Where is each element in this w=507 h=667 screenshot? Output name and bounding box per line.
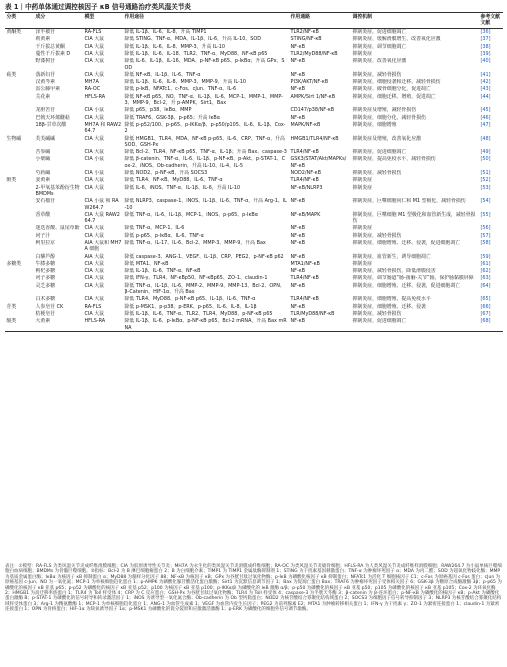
cell-pathway: 降低 IL-1β、IL-6、TNF-α、NF-κB [124, 268, 201, 275]
cell-signaling: MAPK/NF-κB [290, 121, 321, 128]
table-body [5, 28, 503, 332]
cell-pathway: 降低 TNF-α、IL-1β、IL-6、MMP-2、MMP-9、MMP-13、Bcl-2、OPN、β-Catenin、HIF-1α，升高 Bax [124, 282, 285, 296]
cell-category: 萜类 [6, 71, 17, 78]
cell-mechanism: 抑制炎症，促进细胞凋亡 [352, 149, 407, 156]
cell-component: 柯里拉京 [35, 240, 56, 246]
cell-category [5, 184, 34, 198]
cell-model: CIA 大鼠 [84, 275, 105, 282]
cell-mechanism: 抑制炎症 [352, 184, 373, 191]
cell-mechanism: 抑制炎症，缓解滑膜增生，改善氧化应激 [352, 36, 441, 43]
cell-model: RA-FLS [84, 303, 102, 310]
cell-model: AIA 大鼠 [84, 253, 104, 260]
table-row [5, 296, 503, 303]
cell-component: 诃子多糖 [35, 275, 56, 282]
cell-signaling: NF-κB [290, 232, 305, 239]
cell-pathway: 降低 NF-κB、IL-1β、IL-6、TNF-α [124, 71, 201, 78]
data-table [5, 12, 503, 332]
cell-signaling: TLR/MyD88/NF-κB [290, 310, 335, 317]
cell-component: 桔梗皂苷 [35, 310, 56, 317]
cell-signaling: NF-κB [290, 71, 305, 78]
cell-component: 大黄素 [34, 318, 83, 332]
cell-category [5, 107, 34, 114]
cell-category [5, 36, 34, 43]
cell-mechanism: 抑制炎症及增殖，减轻骨损伤 [352, 107, 417, 114]
cell-reference: [51] [480, 170, 491, 177]
cell-mechanism: 抑制炎症，细胞增殖，提高免疫水平 [352, 296, 431, 303]
cell-signaling: NF-κB [290, 225, 305, 232]
cell-pathway: 降低 TLR4、NF-κB、MyD88、IL-6、TNF-α [124, 177, 223, 184]
cell-pathway: 降低 IL-1β、IL-6、IL-8，升高 TIMP1 [124, 29, 207, 36]
cell-model: RA-OC [84, 86, 101, 93]
cell-signaling: AMPK/Sirt 1/NF-κB [290, 93, 336, 100]
cell-reference: [41] [480, 71, 491, 78]
table-row [5, 170, 503, 177]
table-row [5, 240, 503, 254]
table-row [5, 184, 503, 198]
cell-category: 酚类 [6, 177, 17, 184]
table-row [5, 198, 503, 212]
cell-component: 巴戟天环烯醚萜 [35, 114, 70, 121]
cell-pathway: 降低 IL-1β、IL-6、IL-8、MMP-3，升高 IL-10 [124, 43, 225, 50]
table-row [5, 149, 503, 156]
cell-reference: [57] [480, 232, 491, 239]
table-row [5, 36, 503, 43]
cell-signaling: NF-κB [290, 43, 305, 50]
cell-mechanism: 抑制炎症及增殖，改善氧化应激 [352, 135, 421, 142]
cell-pathway: 降低 NF-κB p65、NO、TNF-α、IL-1β、IL-6、MCP-1、MMP-1、MMP-3、MMP-9，Bcl-2，升 p-AMPK，Sirt1，Bax [124, 93, 283, 107]
cell-reference: [53] [480, 184, 491, 191]
cell-pathway: 降低 MTA1、NF-κB [124, 260, 169, 267]
cell-component: 枸杞多糖 [35, 268, 56, 275]
cell-model: HFLS-RA [84, 93, 106, 100]
header-reference: 参考文献 文献 [479, 13, 503, 29]
cell-category: 黄酮类 [6, 29, 22, 36]
cell-pathway: 降低 Bcl-2、TLR4、NF-κB p65、TNF-α、IL-1β；升高 Bax、caspase-3 [124, 149, 287, 156]
table-row [5, 121, 503, 135]
cell-model: CIA 小鼠 [84, 107, 105, 114]
table-row [5, 282, 503, 296]
cell-category [5, 240, 34, 254]
cell-pathway: 降低 HMGB1、TLR4、MDA、NF-κB p-p65、IL-6、CRP、TNF-α，升高 SOD、GSH-Px [124, 135, 285, 148]
cell-reference: [63] [480, 275, 491, 282]
cell-model: CIA 大鼠 [84, 58, 105, 65]
cell-model: HFLS-RA [83, 318, 123, 332]
cell-signaling: NOD2/NF-κB [290, 170, 322, 177]
cell-mechanism: 抑制炎症，巨噬细胞向仁和 M1 型极化，减轻骨损伤 [352, 198, 466, 205]
cell-mechanism: 抑制炎症，细胞侵袭和迁移，减轻骨损伤 [352, 79, 441, 86]
cell-mechanism: 抑制炎症，细胞迁移、增殖，促进凋亡 [352, 93, 436, 100]
table-row [5, 225, 503, 232]
cell-component: 蔓性千斤拔素 D [35, 50, 71, 57]
cell-reference: [59] [480, 253, 491, 260]
cell-model: CIA 大鼠 [84, 114, 105, 121]
cell-signaling: TLR4/NF-κB [290, 149, 319, 156]
table-row [5, 275, 503, 282]
cell-pathway: 降低 TNF-α、MCP-1、IL-6 [124, 225, 185, 232]
cell-mechanism: 抑制炎症，细胞增殖 [352, 121, 397, 128]
table-row [5, 318, 503, 332]
cell-model: CIA 大鼠 [84, 43, 105, 50]
cell-category [5, 58, 34, 72]
cell-signaling: TLR2/MyD88/NF-κB [290, 50, 338, 57]
cell-category: 多糖类 [6, 260, 22, 267]
cell-signaling: NF-κB [290, 282, 305, 289]
cell-model: CIA 大鼠 [84, 225, 105, 232]
table-footnote: 表注：①模型：RA-FLS 为类风湿关节炎成纤维滑膜细胞；CIA 为胶原诱导性关节炎；MH7A 为永生化的类风湿关节炎滑膜成纤维细胞；RA-OC 为类风湿关节炎破骨细胞；HFLS-RA 为人类风湿关节炎成纤维样滑膜细胞；RAW264.7 为小鼠单核巨噬细胞白血病细胞；BMDMs 为骨髓巨噬细胞。②指标：Bcl-2 为 B 淋巴细胞瘤蛋白 2；B 为白细胞介素；TIMP1 为 TIMP1 金属肽酶抑制剂 1；STING 为干扰素基因刺激蛋白；TNF-α 为肿瘤坏死因子 α；MDA 为丙二醛；SOD 为超氧化物歧化酶；MMP 为基质金属蛋白酶；IκBα 为核因子 κB 抑制蛋白 α；MyD88 为髓样分化因子 88；NF-κB 为核因子 κB；GPx 为谷胱甘肽过氧化物酶；p-IκB 为磷酸化核因子 κB 抑制蛋白；NFATc1 为活化 T 细胞核因子 C1；c-Fos 为原癌基因 c-Fos 蛋白；cJun 为原癌基因 c-Jun；NO 为一氧化氮；MCP-1 为单核细胞趋化蛋白 1；p-AMPK 为磷酸化腺苷酸活化蛋白激酶；Sirt1 为沉默信息调节因子 1；Bax 为促凋亡蛋白 Bax；TRAF6 为肿瘤坏死因子受体相关因子 6；GSK-3β 为糖原合成酶激酶 3β；p-p65 为磷酸化的核因子 κB 亚基 p65；p-p52 为磷酸化的核因子 κB 亚基 p52；p100 为核因子 κB 亚基 p100；p-IKKα/β 为磷酸化的 IκB 激酶 α/β；p-p50 为磷酸化的核因子 κB 亚基 p50；p105 为磷酸化的核因子 κB 亚基 p105；Cox-2 为环氧化酶 2；HMGB1 为高迁移率族蛋白 1；TLR4 为 Toll 样受体 4；CRP 为 C 反应蛋白；GSH-Px 为谷胱甘肽过氧化物酶；TLR4 为 Toll 样受体 4；caspase-3 为半胱天冬酶 3；β-catenin 为 β-连环蛋白；p-NF-κB 为磷酸化的核因子 κB；p-Akt 为磷酸化蛋白激酶 B；p-STAT-1 为磷酸化的信号转导和转录激活因子 1；iNOS 为诱导型一氧化氮合酶；Ob-cadherin 为 Ob 型钙黏蛋白；NOD2 为核苷酸结合寡聚化结构域蛋白 2；SOCS3 为细胞因子信号转导抑制因子 3；NLRP3 为核苷酸结合寡聚化结构域样受体蛋白 3；Arg-1 为精氨酸酶 1；MCP-1 为单核细胞趋化蛋白 1；ANG-1 为血管生成素 1；VEGF 为血管内皮生长因子；PEG2 为前列腺素 E2；MTA1 为肿瘤转移相关蛋白 1；IFN-γ 为干扰素 γ；ZO-1 为紧密连接蛋白 1；claudin-1 为紧密连接蛋白 1；OPN 为骨桥蛋白；HIF-1α 为缺氧诱导因子 1α；p-MSK1 为磷酸化的促分裂原和应激激活激酶 1；p-ERK 为磷酸化的细胞外信号调节激酶。 [5, 564, 502, 613]
cell-category [5, 121, 34, 135]
cell-model: CIA 大鼠 [84, 135, 105, 142]
cell-signaling: MTA1/NF-κB [290, 260, 320, 267]
cell-pathway: 降低 IL-6、iNOS、TNF-α、IL-1β、IL-6，升高 IL-10 [124, 184, 241, 191]
cell-pathway: 降低 IL-1β、IL-6、IL-8、MMP-3、MMP-9，升高 IL-10 [124, 79, 247, 86]
cell-reference: [39] [480, 50, 491, 57]
cell-pathway: 降低 TRAF6、GSK-3β、p-p65；升高 IκBα [124, 114, 220, 121]
cell-category [5, 253, 34, 260]
cell-pathway: 降低 p-MSK1、p-p38、p-ERK、p-p65、IL-6、IL-8、IL-1β [124, 303, 257, 310]
cell-reference: [67] [480, 310, 491, 317]
cell-model: CIA 大鼠 [84, 36, 105, 43]
cell-signaling: TLR4/NF-κB [290, 177, 319, 184]
cell-mechanism: 抑制炎症，减轻骨损伤 [352, 232, 402, 239]
cell-signaling: TLR2/NF-κB [290, 29, 319, 36]
cell-signaling: NF-κB [290, 303, 305, 310]
table-row [5, 86, 503, 93]
cell-model: CIA 大鼠 [84, 296, 105, 303]
cell-mechanism: 抑制炎症，减轻骨损伤，降低滑膜侵害 [352, 268, 436, 275]
cell-component: 白藜芦醇 [35, 253, 56, 260]
cell-mechanism: 抑制炎症，巨噬细胞 M1 型极化和血管新生成，减轻骨损伤 [352, 211, 476, 225]
cell-component: 迷迭香酸、鼠尾草酚 [35, 225, 80, 232]
cell-pathway: 降低 TNF-α、IL-6、IL-1β、MCP-1、iNOS、p-p65、p-IκBα [124, 211, 258, 218]
cell-model: CIA 小鼠 [84, 156, 105, 163]
cell-category [5, 79, 34, 86]
table-header-row [5, 13, 503, 29]
cell-category [5, 282, 34, 296]
cell-reference: [65] [480, 296, 491, 303]
cell-component: 诃子汁 [35, 232, 51, 239]
cell-mechanism: 抑制炎症，细胞增殖、迁移、侵袭 [352, 303, 426, 310]
cell-signaling: NF-κB [290, 240, 305, 246]
table-row [5, 177, 503, 184]
cell-category [5, 170, 34, 177]
cell-mechanism: 抑制炎症 [352, 50, 373, 57]
cell-model: CIA 大鼠 [84, 71, 105, 78]
cell-reference: [36] [480, 29, 491, 36]
cell-category [5, 211, 34, 225]
cell-category [5, 50, 34, 57]
cell-reference: [38] [480, 43, 491, 50]
table-row [5, 93, 503, 107]
cell-reference: [48] [480, 135, 491, 142]
cell-pathway: 降低 IL-1β、IL-6、p-IκBα、p-NF-κB p65、Bcl-2 mRNA，升高 Bax mRNA [123, 318, 289, 332]
table-row [5, 253, 503, 260]
cell-pathway: 降低 TNF-α、IL-17、IL-6、Bcl-2、MMP-3、MMP-9，升高 Bax [124, 240, 266, 246]
cell-mechanism: 抑制炎症，促进细胞凋亡 [352, 29, 407, 36]
cell-mechanism: 抑制炎症，细胞分化，减轻骨损伤 [352, 114, 426, 121]
cell-reference: [37] [480, 36, 491, 43]
cell-reference: [50] [480, 156, 491, 163]
cell-component: 莉黄素 [35, 36, 51, 43]
cell-category: 苷类 [6, 303, 17, 310]
cell-signaling: NF-κB [290, 58, 305, 65]
cell-component: 姜黄素 [35, 177, 51, 184]
cell-reference: [61] [480, 260, 491, 267]
cell-reference: [54] [480, 198, 491, 205]
cell-signaling: NF-κB [289, 318, 351, 332]
cell-mechanism: 抑制炎症，改善氧化应激 [352, 58, 407, 65]
cell-mechanism: 抑制炎症，提高免疫水平，减轻骨损伤 [352, 156, 436, 163]
cell-mechanism: 抑制炎症，减轻骨损伤 [352, 170, 402, 177]
cell-model: CIA 大鼠 [84, 260, 105, 267]
cell-signaling: TLR4/NF-κB [290, 275, 319, 282]
cell-category: 醌类 [5, 318, 34, 332]
cell-model: MH7A [84, 79, 99, 86]
cell-signaling: NF-κB [290, 253, 305, 260]
cell-mechanism: 抑制炎症，调节细胞凋亡 [352, 43, 407, 50]
cell-component: 雷公藤甲素 [35, 86, 60, 93]
cell-component: 芫花素 [35, 93, 51, 100]
cell-reference: [40] [480, 58, 491, 65]
cell-category [5, 93, 34, 107]
cell-pathway: 降低 p-p52/100、p-p65、p-IKKα/β、p-p50/p105、IL-6、IL-1β、Cox-2 [124, 121, 286, 135]
cell-signaling: NF-κB [290, 268, 305, 275]
table-container [5, 2, 503, 332]
cell-mechanism: 抑制炎症，血管新生，诱导细胞凋亡 [352, 253, 431, 260]
cell-component: 千斤拔总黄酮 [35, 43, 65, 50]
cell-reference: [66] [480, 303, 491, 310]
cell-component: 野漆树苷 [35, 58, 56, 65]
cell-signaling: NF-κB [290, 114, 305, 121]
cell-reference: [52] [480, 177, 491, 184]
cell-pathway: 降低 p65，p38，IκBα，MMP [124, 107, 192, 114]
cell-model: CIA 小鼠 和 RAW264.7 [84, 198, 119, 211]
header-component: 成分 [34, 13, 83, 29]
cell-signaling: NF-κB [290, 86, 305, 93]
cell-model: CIA 大鼠 [84, 177, 105, 184]
cell-reference: [45] [480, 107, 491, 114]
cell-category: 生物碱 [6, 135, 22, 142]
table-row [5, 79, 503, 86]
table-row [5, 260, 503, 267]
cell-mechanism: 抑制炎症，细胞增殖、迁移、侵袭，促进细胞凋亡 [352, 240, 461, 246]
cell-model: CIA 大鼠 [84, 184, 105, 191]
cell-component: 苦参碱 [35, 149, 51, 156]
cell-component: 小檗碱 [35, 156, 51, 163]
cell-pathway: 降低 IFN-γ、TLR4、NF-κBp50、NF-κBp65、ZO-1、claudin-1 [124, 275, 268, 282]
cell-signaling: STING/NF-κB [290, 36, 322, 43]
cell-pathway: 降低 NOD2、p-NF-κB，升高 SOCS3 [124, 170, 208, 177]
cell-signaling: PI3K/AKT/NF-κB [290, 79, 329, 86]
cell-pathway: 降低 caspase-3、ANG-1、VEGF、IL-1β、CRP、PEG2、p-NF-κB p62 [124, 253, 284, 260]
header-pathway: 作用途径 [123, 13, 289, 29]
cell-component: 龙胆苦苷 [35, 107, 56, 114]
cell-component: 落新妇苷 [35, 71, 56, 78]
cell-signaling: HMGB1/TLR4/NF-κB [290, 135, 339, 142]
cell-reference: [46] [480, 114, 491, 121]
cell-component: 2-甲氧基苯酚衍生物 BMDMs [35, 184, 80, 197]
cell-category [5, 225, 34, 232]
header-mechanism: 调控机制 [351, 13, 479, 29]
cell-category [5, 310, 34, 317]
cell-category [5, 232, 34, 239]
table-row [5, 71, 503, 78]
table-row [5, 114, 503, 121]
header-signaling: 作用通路 [289, 13, 351, 29]
cell-model: CIA 大鼠 [84, 232, 105, 239]
table-row [5, 107, 503, 114]
cell-component: 人参皂苷 CK [35, 303, 64, 310]
table-row [5, 310, 503, 317]
cell-mechanism: 抑制炎症，减轻骨损伤 [352, 310, 402, 317]
cell-model: CIA 大鼠 RAW264.7 [84, 211, 120, 225]
cell-signaling: CD147/p38/NF-κB [290, 107, 335, 114]
cell-category [5, 114, 34, 121]
header-model: 模型 [83, 13, 123, 29]
cell-pathway: 降低 p-p65、p-IκBα、IL-6、TNF-α [124, 232, 204, 239]
header-category: 分类 [5, 13, 34, 29]
cell-component: 香草酸 [35, 211, 51, 218]
cell-category [5, 43, 34, 50]
cell-reference: [55] [480, 211, 491, 218]
cell-model: MH7A 和 RAW264.7 [84, 121, 122, 135]
cell-component: 汉黄芩素 [35, 79, 56, 86]
cell-signaling: NF-κB/MAPK [290, 211, 321, 218]
cell-category [5, 86, 34, 93]
cell-component: 安石榴苷 [35, 198, 56, 205]
table-row [5, 232, 503, 239]
cell-mechanism: 抑制炎症 [352, 225, 373, 232]
cell-reference: [42] [480, 79, 491, 86]
table-row [5, 211, 503, 225]
cell-model: CIA 大鼠 [84, 268, 105, 275]
table-row [5, 135, 503, 149]
table-row [5, 28, 503, 36]
cell-reference: [58] [480, 240, 491, 246]
table-row [5, 50, 503, 57]
cell-pathway: 降低 IL-6、IL-1β、IL-16、MDA、p-NF-κB p65、p-IκBα；升高 GPx、SOD [124, 58, 285, 71]
cell-pathway: 降低 β-catenin、TNF-α、IL-6、IL-1β、p-NF-κB、p-Akt、p-STAT-1、Cox-2、iNOS、Ob-cadherin，升高 IL-10、IL-4、IL-5 [124, 156, 286, 169]
cell-component: 白术多糖 [35, 296, 56, 303]
cell-reference: [49] [480, 149, 491, 156]
cell-model: CIA 大鼠 [84, 149, 105, 156]
cell-pathway: 降低 IL-1β、IL-6、IL-18、TLR2、TNF-α、MyD88、NF-κB p65 [124, 50, 268, 57]
cell-reference: [44] [480, 93, 491, 100]
cell-category [5, 156, 34, 170]
cell-model: AIA 大鼠和 MH7A 细胞 [84, 240, 122, 253]
cell-mechanism: 抑制炎症、破骨细胞分化，促进凋亡 [352, 86, 431, 93]
table-title: 表 1｜中药单体通过调控核因子 κB 信号通路治疗类风湿关节炎 [5, 3, 192, 11]
table-row [5, 156, 503, 170]
cell-reference: [47] [480, 121, 491, 128]
cell-pathway: 降低 STING、TNF-α、MDA、IL-1β、IL-6，升高 IL-10、SOD [124, 36, 262, 43]
cell-model: CIA 大鼠 [84, 310, 105, 317]
cell-model: CIA 小鼠 [84, 170, 105, 177]
table-row [5, 58, 503, 72]
cell-mechanism: 抑制炎症 [352, 260, 373, 267]
cell-mechanism: 抑制炎症 [352, 177, 373, 184]
cell-mechanism: 抑制炎症，细胞增殖、迁移、侵袭，促进细胞凋亡 [352, 282, 461, 289]
cell-component: 芍药碱 [35, 170, 51, 177]
cell-mechanism: 抑制炎症，促进细胞凋亡 [351, 318, 479, 332]
table-row [5, 268, 503, 275]
cell-category [5, 275, 34, 282]
cell-reference: [64] [480, 282, 491, 289]
cell-component: 18β-甘草次酸 [35, 121, 67, 128]
cell-component: 泽半被苷 [35, 29, 56, 36]
cell-reference: [68] [479, 318, 503, 332]
cell-category [5, 268, 34, 275]
cell-component: 芙芙碱碱 [35, 135, 56, 142]
cell-pathway: 降低 TLR4、MyD88、p-NF-κB p65、IL-1β、IL-6、TNF-α [124, 296, 256, 303]
cell-signaling: NF-κB [290, 198, 305, 205]
table-row [5, 303, 503, 310]
table-row [5, 43, 503, 50]
cell-category [5, 149, 34, 156]
cell-mechanism: 抑制炎症，减轻骨损伤 [352, 71, 402, 78]
cell-pathway: 降低 NLRP3、caspase-1、iNOS、IL-1β、IL-6、TNF-α，升高 Arg-1、IL-10 [124, 198, 287, 211]
cell-signaling: NF-κB/NLRP3 [290, 184, 323, 191]
cell-model: RA-FLS [84, 29, 102, 36]
cell-model: CIA 大鼠 [84, 282, 105, 289]
cell-component: 灵芝多糖 [35, 282, 56, 289]
cell-component: 牛膝多糖 [35, 260, 56, 267]
cell-category [5, 296, 34, 303]
cell-category [5, 198, 34, 212]
cell-signaling: GSK3/STAT/Akt/MAPKs/NF-κB [290, 156, 347, 169]
cell-pathway: 降低 p-IκB、NFATc1、c-Fos、cJun、TNF-α、IL-6 [124, 86, 237, 93]
cell-reference: [43] [480, 86, 491, 93]
cell-reference: [62] [480, 268, 491, 275]
cell-reference: [56] [480, 225, 491, 232]
cell-model: CIA 大鼠 [84, 50, 105, 57]
cell-mechanism: 抑制炎症，调节肠道“肠-菌脑-关节”轴，保护肠黏膜屏障 [352, 275, 474, 282]
cell-signaling: TLR4/NF-κB [290, 296, 319, 303]
cell-pathway: 降低 IL-1β、IL-6、TNF-α、TLR2、TLR4、MyD88、p-NF-κB p65 [124, 310, 273, 317]
